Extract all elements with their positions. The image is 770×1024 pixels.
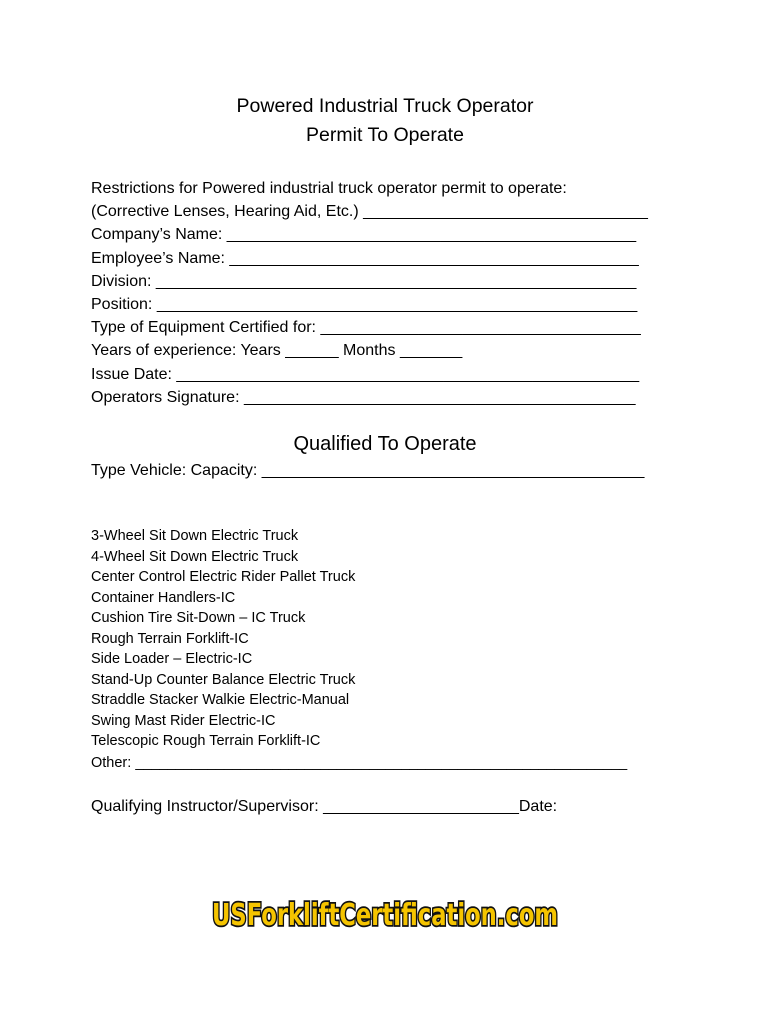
list-item: Straddle Stacker Walkie Electric-Manual xyxy=(91,692,350,708)
list-item: Side Loader – Electric-IC xyxy=(91,651,253,667)
position-field: Position: ______________________________________________________ xyxy=(91,295,638,313)
issue-date-field: Issue Date: ____________________________________________________ xyxy=(91,365,640,383)
instructor-date-field: Qualifying Instructor/Supervisor: ______________________Date: xyxy=(91,798,558,815)
vehicle-type-list xyxy=(91,526,355,752)
company-name-field: Company’s Name: ______________________________________________ xyxy=(91,226,637,244)
qualified-heading: Qualified To Operate xyxy=(293,433,477,455)
list-item: Stand-Up Counter Balance Electric Truck xyxy=(91,671,356,688)
list-item: Swing Mast Rider Electric-IC xyxy=(91,712,276,729)
site-logo xyxy=(0,885,770,944)
document-subtitle: Permit To Operate xyxy=(306,124,464,146)
type-vehicle-capacity-field: Type Vehicle: Capacity: ___________________________________________ xyxy=(91,462,645,479)
restrictions-label: Restrictions for Powered industrial truck operator permit to operate: xyxy=(91,180,567,197)
list-item: Telescopic Rough Terrain Forklift-IC xyxy=(91,733,321,749)
list-item: 3-Wheel Sit Down Electric Truck xyxy=(91,528,299,544)
employee-name-field: Employee’s Name: ______________________________________________ xyxy=(91,249,639,267)
list-item: Center Control Electric Rider Pallet Truck xyxy=(91,569,356,585)
years-experience-field: Years of experience: Years ______ Months _______ xyxy=(91,342,463,360)
list-item: Container Handlers-IC xyxy=(91,589,236,606)
permit-fields xyxy=(91,177,751,409)
division-field: Division: ______________________________________________________ xyxy=(91,272,637,290)
logo-wordmark xyxy=(205,885,565,939)
other-field: Other: _____________________________________________________________ xyxy=(91,755,628,771)
operator-signature-field: Operators Signature: ____________________________________________ xyxy=(91,388,636,406)
logo-text: USForkliftCertification.com xyxy=(212,898,558,933)
equipment-certified-field: Type of Equipment Certified for: ____________________________________ xyxy=(91,319,641,337)
list-item: Cushion Tire Sit-Down – IC Truck xyxy=(91,610,306,626)
document-title: Powered Industrial Truck Operator xyxy=(236,95,534,117)
list-item: Rough Terrain Forklift-IC xyxy=(91,630,249,647)
list-item: 4-Wheel Sit Down Electric Truck xyxy=(91,548,299,565)
corrective-lenses-field: (Corrective Lenses, Hearing Aid, Etc.) ________________________________ xyxy=(91,203,648,221)
